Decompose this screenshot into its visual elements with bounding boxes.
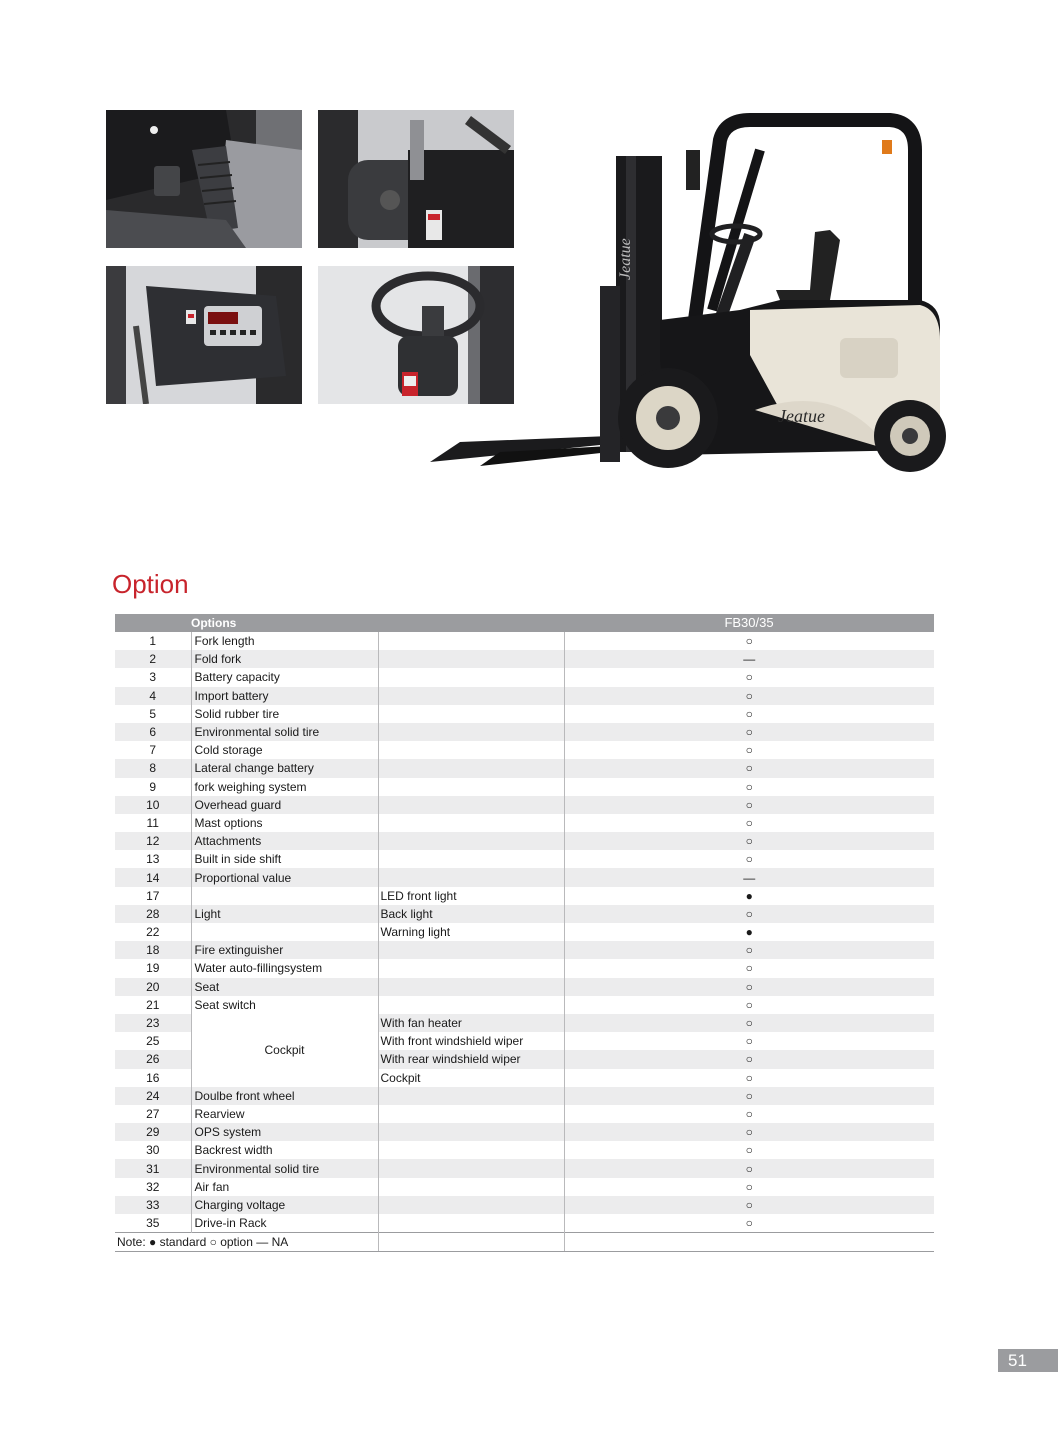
table-row [115,1123,934,1141]
row-sub-option [378,723,564,741]
table-row [115,759,934,777]
table-row [115,668,934,686]
row-number: 3 [115,668,191,686]
header-options: Options [191,614,564,632]
row-sub-option [378,1214,564,1233]
row-number: 31 [115,1159,191,1177]
row-option-name: Seat switch [191,996,378,1014]
note-row [115,1233,934,1252]
row-number: 16 [115,1069,191,1087]
row-sub-option: Back light [378,905,564,923]
row-number: 4 [115,687,191,705]
table-row [115,959,934,977]
row-availability: ○ [564,1105,934,1123]
row-number: 2 [115,650,191,668]
page-number: 51 [998,1349,1058,1372]
legend-note: Note: ● standard ○ option — NA [115,1233,378,1252]
row-sub-option [378,668,564,686]
row-availability: ○ [564,1214,934,1233]
row-sub-option [378,814,564,832]
row-number: 32 [115,1178,191,1196]
row-availability: ○ [564,632,934,650]
row-number: 13 [115,850,191,868]
row-option-name: Fire extinguisher [191,941,378,959]
row-option-name: Attachments [191,832,378,850]
row-sub-option [378,759,564,777]
row-availability: ○ [564,814,934,832]
row-availability: ○ [564,668,934,686]
table-row [115,723,934,741]
header-number [115,614,191,632]
row-option-name [191,923,378,941]
row-availability: ○ [564,723,934,741]
row-availability: — [564,868,934,886]
table-row [115,923,934,941]
row-availability: ○ [564,1069,934,1087]
row-number: 35 [115,1214,191,1233]
row-availability: ○ [564,959,934,977]
table-row [115,850,934,868]
row-number: 23 [115,1014,191,1032]
table-row [115,1159,934,1177]
table-row [115,1178,934,1196]
row-availability: ○ [564,1123,934,1141]
row-availability: ○ [564,905,934,923]
row-option-name: Air fan [191,1178,378,1196]
row-option-name: Battery capacity [191,668,378,686]
row-number: 18 [115,941,191,959]
row-availability: ○ [564,705,934,723]
row-availability: ○ [564,1178,934,1196]
row-availability: — [564,650,934,668]
row-number: 8 [115,759,191,777]
row-availability: ● [564,923,934,941]
table-row [115,741,934,759]
table-row [115,687,934,705]
row-option-name: Charging voltage [191,1196,378,1214]
row-sub-option: LED front light [378,887,564,905]
forklift-image [420,110,960,490]
row-option-name: Environmental solid tire [191,723,378,741]
row-option-name: Lateral change battery [191,759,378,777]
row-option-name: fork weighing system [191,778,378,796]
row-sub-option [378,1141,564,1159]
table-row [115,868,934,886]
row-sub-option [378,1105,564,1123]
row-number: 33 [115,1196,191,1214]
row-option-name: Cold storage [191,741,378,759]
row-availability: ○ [564,832,934,850]
row-availability: ○ [564,741,934,759]
row-number: 11 [115,814,191,832]
table-row [115,978,934,996]
row-availability: ○ [564,978,934,996]
row-option-name: Fork length [191,632,378,650]
row-number: 20 [115,978,191,996]
row-number: 7 [115,741,191,759]
row-option-name: Overhead guard [191,796,378,814]
row-sub-option: Cockpit [378,1069,564,1087]
svg-text:Jeatue: Jeatue [778,406,825,426]
row-sub-option [378,978,564,996]
row-availability: ○ [564,996,934,1014]
row-number: 30 [115,1141,191,1159]
row-option-name: Light [191,905,378,923]
row-sub-option [378,1087,564,1105]
row-number: 14 [115,868,191,886]
row-sub-option [378,850,564,868]
table-row [115,796,934,814]
header-model: FB30/35 [564,614,934,632]
table-row [115,650,934,668]
table-row [115,632,934,650]
table-row [115,1141,934,1159]
row-option-name: Import battery [191,687,378,705]
row-sub-option [378,741,564,759]
row-sub-option [378,1196,564,1214]
row-availability: ○ [564,850,934,868]
table-row [115,1014,934,1032]
row-number: 26 [115,1050,191,1068]
row-sub-option [378,1123,564,1141]
table-row [115,705,934,723]
table-row [115,1087,934,1105]
row-sub-option [378,996,564,1014]
row-sub-option [378,796,564,814]
row-number: 29 [115,1123,191,1141]
row-availability: ○ [564,1196,934,1214]
row-sub-option: With front windshield wiper [378,1032,564,1050]
table-row [115,905,934,923]
row-number: 5 [115,705,191,723]
row-sub-option [378,959,564,977]
photo-dashboard [106,266,302,404]
row-availability: ○ [564,1087,934,1105]
row-sub-option [378,632,564,650]
row-availability: ○ [564,1014,934,1032]
table-row [115,832,934,850]
row-sub-option [378,941,564,959]
row-availability: ○ [564,1050,934,1068]
svg-text:Jeatue: Jeatue [617,238,634,280]
table-row [115,814,934,832]
options-table [115,614,934,1252]
row-number: 24 [115,1087,191,1105]
row-availability: ○ [564,687,934,705]
row-option-name: Proportional value [191,868,378,886]
row-number: 22 [115,923,191,941]
section-title: Option [112,569,189,599]
row-sub-option [378,778,564,796]
row-option-name: Environmental solid tire [191,1159,378,1177]
row-option-name: Doulbe front wheel [191,1087,378,1105]
row-availability: ○ [564,1141,934,1159]
row-sub-option: Warning light [378,923,564,941]
table-row [115,996,934,1014]
row-option-name [191,887,378,905]
row-option-name: Built in side shift [191,850,378,868]
row-sub-option [378,650,564,668]
row-number: 1 [115,632,191,650]
row-option-name: Solid rubber tire [191,705,378,723]
cockpit-group-label: Cockpit [191,1014,378,1087]
row-sub-option [378,1159,564,1177]
row-number: 27 [115,1105,191,1123]
row-availability: ○ [564,778,934,796]
row-sub-option [378,1178,564,1196]
row-sub-option [378,705,564,723]
note-empty-cell [378,1233,564,1252]
row-option-name: Fold fork [191,650,378,668]
row-sub-option [378,687,564,705]
row-availability: ● [564,887,934,905]
row-availability: ○ [564,1159,934,1177]
row-availability: ○ [564,941,934,959]
row-sub-option [378,868,564,886]
row-option-name: Water auto-fillingsystem [191,959,378,977]
row-number: 21 [115,996,191,1014]
table-row [115,1196,934,1214]
row-option-name: Mast options [191,814,378,832]
table-row [115,887,934,905]
table-row [115,1214,934,1233]
row-number: 25 [115,1032,191,1050]
row-option-name: Seat [191,978,378,996]
row-number: 28 [115,905,191,923]
row-number: 17 [115,887,191,905]
row-option-name: OPS system [191,1123,378,1141]
table-row [115,778,934,796]
row-number: 9 [115,778,191,796]
row-option-name: Backrest width [191,1141,378,1159]
row-sub-option: With fan heater [378,1014,564,1032]
row-availability: ○ [564,1032,934,1050]
row-number: 19 [115,959,191,977]
row-option-name: Drive-in Rack [191,1214,378,1233]
table-row [115,1105,934,1123]
row-sub-option: With rear windshield wiper [378,1050,564,1068]
row-number: 6 [115,723,191,741]
photo-pedals [106,110,302,248]
row-option-name: Rearview [191,1105,378,1123]
row-sub-option [378,832,564,850]
row-number: 12 [115,832,191,850]
row-availability: ○ [564,759,934,777]
row-availability: ○ [564,796,934,814]
table-header-row [115,614,934,632]
table-row [115,941,934,959]
row-number: 10 [115,796,191,814]
note-empty-cell [564,1233,934,1252]
